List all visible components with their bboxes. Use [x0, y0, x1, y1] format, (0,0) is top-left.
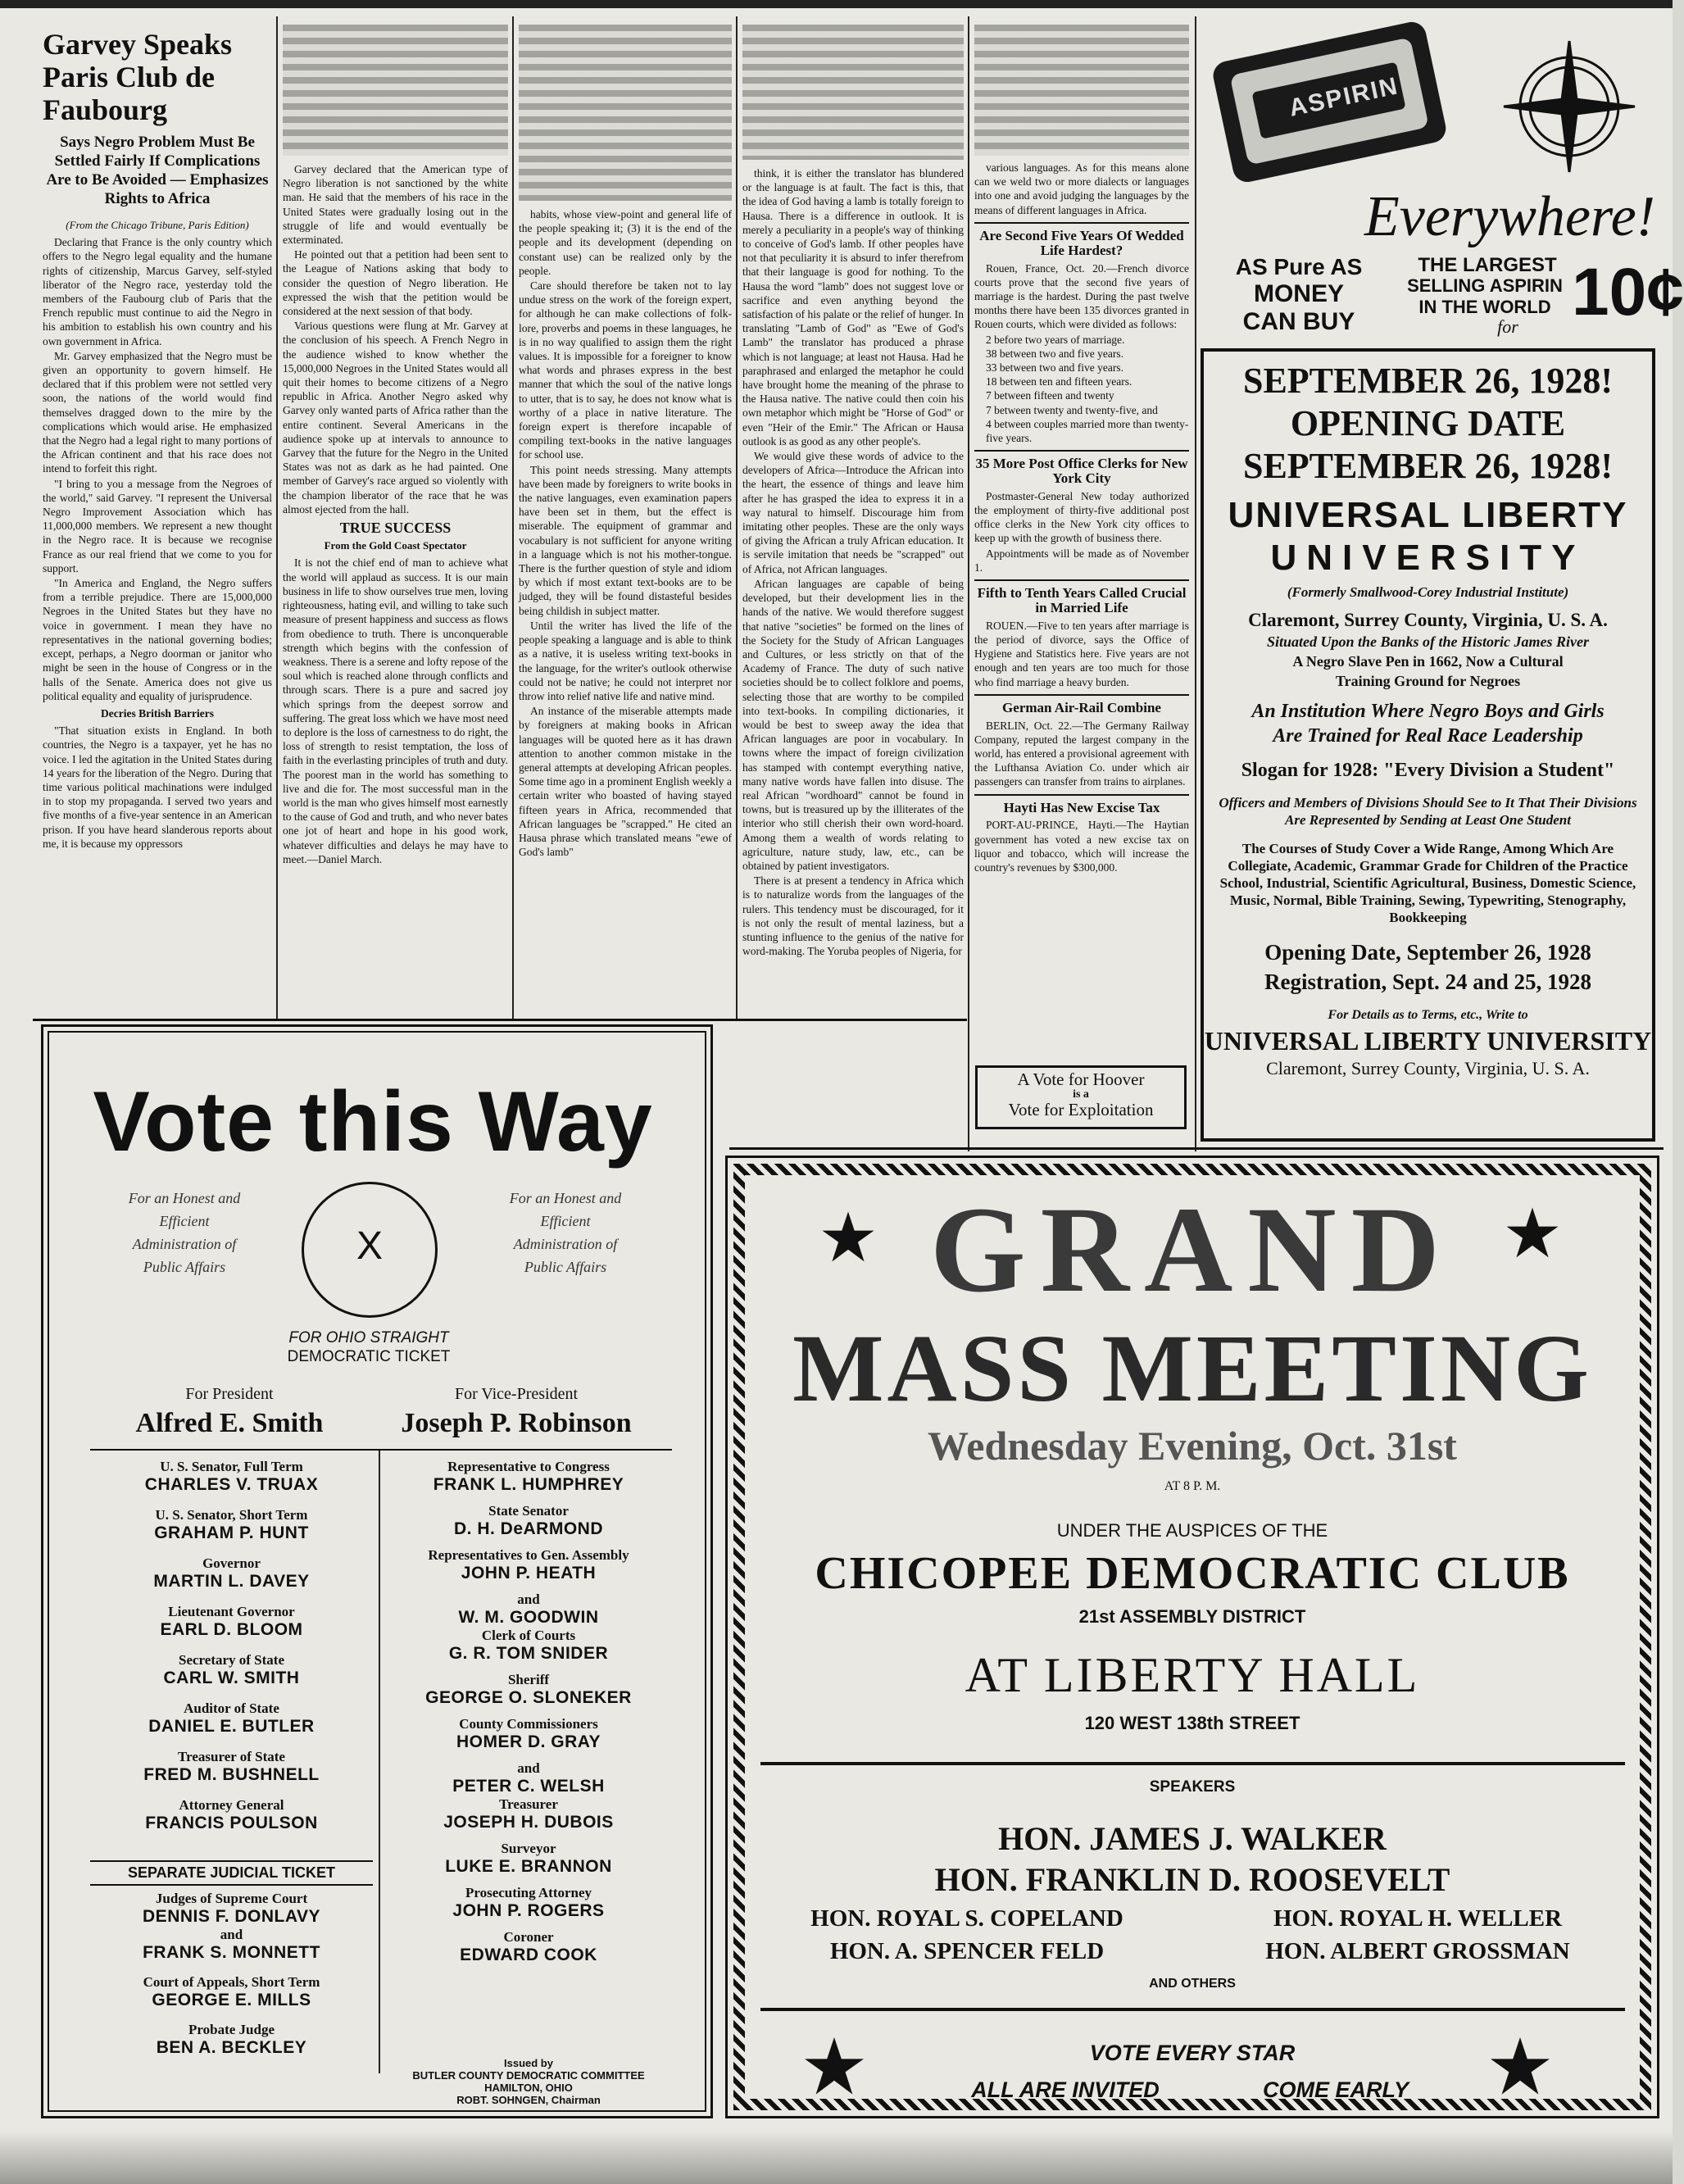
- office-label: Sheriff: [507, 1672, 550, 1687]
- paragraph: Appointments will be made as of November 1.: [974, 547, 1189, 574]
- office-label: Treasurer: [499, 1796, 558, 1812]
- office-label: Coroner: [503, 1929, 554, 1945]
- divorce-list-item: 7 between fifteen and twenty: [986, 389, 1114, 402]
- paragraph: It is not the chief end of man to achieve what the world will applaud as success. It is our main business in life to show ourselves true men, loving righteousness, hating evil, and willing to take such measure of present happiness and success as flows from obedience to truth. There is unconquerable strength which begins with the confession of weakness. There is a serene and lofty repose of the soul which is reached alone through conflicts and through scars. There is a pure and sacred joy which springs from the deepest sorrow and suffering. The great loss which we have most need to deplore is the loss of carnestness to do right, the loss of strength to resist temptation, the loss of faith in the everlasting principles of truth and duty. The poorest man in the world has something to live and die for. The most successful man in the world is the man who gives himself most earnestly to the cause of God and truth, and who never bates one jot of heart and hope in his good work, whatever difficulties and delays he may have to meet.—Daniel March.: [283, 556, 508, 865]
- candidate-block: [385, 1672, 672, 1708]
- ulu-date2: SEPTEMBER 26, 1928!: [1242, 446, 1614, 486]
- hoover-line2: is a: [1073, 1088, 1089, 1101]
- divorce-list-item: 18 between ten and fifteen years.: [986, 375, 1133, 388]
- candidate-block: [90, 1797, 373, 1833]
- speaker-3: HON. ROYAL S. COPELAND: [810, 1905, 1123, 1932]
- bottom-edge: [0, 2131, 1673, 2184]
- office-label: Auditor of State: [184, 1700, 279, 1716]
- ulu-situated: Situated Upon the Banks of the Historic James River: [1266, 633, 1590, 650]
- ballot-divider: [379, 1451, 380, 2073]
- candidate-block: [90, 1604, 373, 1640]
- paragraph: This point needs stressing. Many attempts have been made by foreigners to write books in the native languages, even examination papers have been set in them, but the effect is miserable. The equipment of grammar and vocabulary is not sufficient for anyone writing in a language which is not his mother-tongue. There is the further question of style and idiom by which if most extant text-books are to be judged, they will be found distasteful besides being childish in subject matter.: [519, 463, 732, 617]
- paragraph: "I bring to you a message from the Negroes of the world," said Garvey. "I represent the Universal Negro Improvement Association which has 11,000,000 members. We represent a new thought in the Negro race. It is because we recognise France as our real friend that we come to you for support.: [43, 477, 272, 574]
- headline-garvey: Garvey Speaks Paris Club de Faubourg: [43, 28, 233, 126]
- divorce-list-item: 2 before two years of marriage.: [986, 333, 1125, 346]
- candidate-block: [90, 1700, 373, 1737]
- headline-married-life: Fifth to Tenth Years Called Crucial in Married Life: [977, 585, 1187, 615]
- vp-name: Joseph P. Robinson: [401, 1408, 632, 1438]
- candidate-name: GRAHAM P. HUNT: [154, 1523, 309, 1542]
- candidate-name: FRANCIS POULSON: [145, 1814, 318, 1832]
- mass-meeting-title: MASS MEETING: [792, 1314, 1592, 1422]
- ballot-right-column: [385, 1459, 672, 1973]
- office-label: Probate Judge: [188, 2022, 275, 2037]
- headline-hayti: Hayti Has New Excise Tax: [1003, 799, 1160, 815]
- column-rule: [736, 16, 738, 1020]
- ulu-date1: SEPTEMBER 26, 1928!: [1242, 361, 1614, 401]
- source-gold-coast: From the Gold Coast Spectator: [324, 539, 467, 552]
- divider: [974, 794, 1189, 796]
- ulu-inner: [1204, 360, 1652, 1080]
- section-rule: [33, 1019, 967, 1021]
- column-rule: [276, 16, 278, 1020]
- price-text: 10¢: [1572, 255, 1684, 329]
- divorce-list-item: 4 between couples married more than twenty-five years.: [986, 417, 1189, 444]
- candidate-block: [385, 1547, 672, 1583]
- compass-rose-icon: [1504, 41, 1635, 172]
- hoover-line1: A Vote for Hoover: [1017, 1069, 1145, 1089]
- everywhere-text: Everywhere!: [1364, 185, 1655, 248]
- vp-label: For Vice-President: [454, 1385, 579, 1403]
- candidate-block: [90, 1459, 373, 1495]
- paragraph: Various questions were flung at Mr. Garvey at the conclusion of his speech. A French Negro in the audience wished to know whether the 15,000,000 Negroes in the United States would all quit their homes to become citizens of a Negro republic in Africa. Another Negro asked why Garvey only wanted parts of Africa rather than the entire continent. Several Americans in the audience spoke up at intervals to announce to Garvey that the future for the Negro in the United States was not as dark as he had painted. One member of Garvey's race argued so violently with the champion liberator of the race that he was almost ejected from the hall.: [283, 320, 508, 515]
- candidate-block: [385, 1841, 672, 1877]
- ulu-opening-date: Opening Date, September 26, 1928: [1264, 940, 1591, 965]
- column-rule: [1195, 16, 1196, 1151]
- club-name: CHICOPEE DEMOCRATIC CLUB: [815, 1548, 1570, 1599]
- candidate-name: JOHN P. ROGERS: [452, 1901, 605, 1920]
- candidate-name: EARL D. BLOOM: [160, 1620, 303, 1639]
- office-label: Judges of Supreme Court: [155, 1891, 308, 1906]
- judicial-heading: SEPARATE JUDICIAL TICKET: [90, 1860, 373, 1886]
- as-pure-as: AS Pure AS: [1235, 254, 1363, 279]
- ulu-footer-location: Claremont, Surrey County, Virginia, U. S. A.: [1266, 1058, 1590, 1078]
- candidate-block: [385, 1716, 672, 1752]
- candidate-block: [90, 1652, 373, 1688]
- candidate-name: HOMER D. GRAY: [456, 1732, 601, 1751]
- appeals-block: [90, 1974, 373, 2010]
- judicial-section: [90, 1860, 373, 2058]
- ad-rule: [760, 1762, 1625, 1765]
- candidate-block: [90, 1555, 373, 1591]
- subhead-barriers: Decries British Barriers: [101, 706, 214, 720]
- largest-text: THE LARGEST: [1418, 254, 1557, 276]
- candidate-name: JOSEPH H. DUBOIS: [443, 1813, 614, 1832]
- source-tribune: (From the Chicago Tribune, Paris Edition): [66, 219, 249, 231]
- office-label: Lieutenant Governor: [168, 1604, 295, 1619]
- aspirin-ad: [1205, 16, 1684, 344]
- candidate-name: FRANK S. MONNETT: [143, 1943, 320, 1962]
- for-text: for: [1497, 316, 1518, 337]
- paragraph: Declaring that France is the only country which offers to the Negro legal equality and the humane rights of citizenship, Marcus Garvey, self-styled liberator of the Negro race, yesterday told the members of the Faubourg club of Paris that the French republic must continue to aid the Negro in his ambition to establish his own country and his own government in Africa.: [43, 236, 272, 347]
- meeting-date: Wednesday Evening, Oct. 31st: [928, 1423, 1457, 1469]
- candidate-name: CHARLES V. TRUAX: [144, 1475, 319, 1494]
- top-rule: [0, 0, 1673, 8]
- candidate-name: CARL W. SMITH: [163, 1669, 300, 1687]
- office-label: Prosecuting Attorney: [465, 1885, 592, 1900]
- speaker-2: HON. FRANKLIN D. ROOSEVELT: [934, 1861, 1450, 1898]
- divorce-list-item: 7 between twenty and twenty-five, and: [986, 403, 1158, 416]
- right-affirmation: For an Honest and Efficient Administration of Public Affairs: [509, 1190, 622, 1275]
- headline-air-rail: German Air-Rail Combine: [1002, 699, 1161, 715]
- office-label: County Commissioners: [459, 1716, 598, 1732]
- candidate-block: [385, 1885, 672, 1921]
- liberty-hall: AT LIBERTY HALL: [965, 1648, 1420, 1702]
- candidate-name: DENNIS F. DONLAVY: [143, 1907, 320, 1926]
- candidate-block: [385, 1760, 672, 1796]
- paragraph: "In America and England, the Negro suffers from a terrible prejudice. There are 15,000,000 Negroes in the United States but they have no voice in government. I mean they have no representatives in the national governing bodies; except, perhaps, a Negro doorman or janitor who might be seen in the house of Congress or in the halls of the Senate. America does not give us political equality and equality of jurisprudence.: [43, 577, 272, 702]
- candidate-block: [385, 1796, 672, 1832]
- liberty-university-ad: [1201, 348, 1655, 1142]
- deck-garvey: Says Negro Problem Must Be Settled Fairly If Complications Are to Be Avoided — Emphasizes Rights to Africa: [46, 134, 269, 207]
- speakers-heading: SPEAKERS: [1149, 1778, 1236, 1796]
- grand-title: GRAND: [930, 1182, 1455, 1318]
- ulu-slogan: Slogan for 1928: "Every Division a Student": [1241, 760, 1615, 781]
- paragraph: Postmaster-General New today authorized the employment of thirty-five additional post office clerks in the New York city offices to keep up with the growth of business there.: [974, 489, 1189, 545]
- candidate-block: [385, 1503, 672, 1539]
- paragraph: He pointed out that a petition had been sent to the League of Nations asking that body to consider the question of Negro liberation. He expressed the wish that the petition would be considered at the next session of that body.: [283, 248, 508, 318]
- issued-line: HAMILTON, OHIO: [484, 2082, 573, 2094]
- paragraph: Garvey declared that the American type of Negro liberation is not sanctioned by the white man. He said that the members of his race in the United States were gradually losing out in the struggle of life and would eventually be exterminated.: [283, 163, 508, 247]
- paragraph: PORT-AU-PRINCE, Hayti.—The Haytian government has voted a new excise tax on liquor and tobacco, which will increase the country's revenues by $300,000.: [974, 819, 1189, 874]
- office-label: and: [517, 1760, 540, 1776]
- divider: [974, 222, 1189, 224]
- and-others: AND OTHERS: [1149, 1977, 1236, 1991]
- ulu-inst1: An Institution Where Negro Boys and Girls: [1251, 701, 1605, 722]
- divorce-list: [974, 333, 1189, 446]
- ballot-left-column: [90, 1459, 373, 1846]
- ulu-inst2: Are Trained for Real Race Leadership: [1273, 725, 1583, 747]
- candidate-name: GEORGE E. MILLS: [152, 1991, 311, 2009]
- and-label: and: [220, 1927, 243, 1942]
- aspirin-tin-label: ASPIRIN: [1287, 72, 1401, 122]
- ulu-footer-name: UNIVERSAL LIBERTY UNIVERSITY: [1204, 1026, 1652, 1056]
- illegible-print-area: [742, 25, 964, 160]
- candidate-name: EDWARD COOK: [460, 1946, 597, 1964]
- article-col3: [519, 25, 732, 1016]
- ulu-registration: Registration, Sept. 24 and 25, 1928: [1264, 969, 1591, 994]
- paragraph: habits, whose view-point and general life of the people speaking it; (3) it is the end of the people and its development (depending on constant use) can be realized only by the people.: [519, 208, 732, 277]
- paragraph: An instance of the miserable attempts made by foreigners at making books in African languages will be quoted here as it has drawn attention to another common mistake in the general attempts at developing African peoples. Some time ago in a prominent English weekly a certain writer who boasted of having stayed fifteen years in Africa, recommended that African languages be "scrapped." He cited an Hausa phrase which translated means "ewe of God's lamb": [519, 705, 732, 859]
- paragraph: BERLIN, Oct. 22.—The Germany Railway Company, reputed the largest company in the world, has entered a provisional agreement with the Lufthansa Aviation Co. under which air passengers can transfer from trains to airplanes.: [974, 719, 1189, 788]
- office-label: Governor: [202, 1555, 261, 1571]
- street-address: 120 WEST 138th STREET: [1084, 1713, 1300, 1733]
- candidate-block: [90, 1749, 373, 1785]
- paragraph: "That situation exists in England. In both countries, the Negro is a taxpayer, yet he has no voice. I led the agitation in the United States during 14 years for the liberation of the Negro. During that time various political machinations were indulged in to stop my propaganda. I served two years and five months of a five-year sentence in an American prison. If you have heard slanderous reports about me, it is because my oppressors: [43, 724, 272, 850]
- candidate-name: D. H. DeARMOND: [453, 1519, 603, 1538]
- speaker-1: HON. JAMES J. WALKER: [998, 1820, 1387, 1857]
- illegible-print-area: [519, 25, 732, 201]
- office-label: U. S. Senator, Short Term: [155, 1507, 308, 1523]
- can-buy-text: CAN BUY: [1242, 308, 1355, 335]
- divider: [974, 450, 1189, 452]
- probate-block: [90, 2022, 373, 2058]
- ballot-rule: [90, 1449, 672, 1451]
- paragraph: think, it is either the translator has blundered or the language is at fault. The fact is this, that the idea of God having a lamb is totally foreign to Hausa. There is a difference in outlook. It is merely a peculiarity in a people's way of thinking to conceive of God's lamb. If other peoples have not that peculiarity it is absurd to infer therefrom that their language is good for nothing. To the Hausa the word "lamb" does not suggest love or sacrifice and even anything beyond the satisfaction of his palate or the relief of hunger. In translating "Lamb of God" as "Ewe of God's Lamb" the translator has produced a phrase which is not language; at least not Hausa. Had he paraphrased and enlarged the metaphor he could have brought home the meaning of the phrase to the Hausa native. The native could then coin his own metaphor which might be "Horse of God" or even "Heir of the Emir." The African or Hausa outlook is as good as any other people's.: [742, 167, 964, 447]
- office-label: Representatives to Gen. Assembly: [428, 1547, 629, 1563]
- candidate-name: GEORGE O. SLONEKER: [425, 1688, 632, 1707]
- candidate-name: JOHN P. HEATH: [461, 1564, 597, 1582]
- speaker-5: HON. A. SPENCER FELD: [829, 1938, 1105, 1964]
- issued-line: ROBT. SOHNGEN, Chairman: [456, 2094, 601, 2106]
- divider: [974, 579, 1189, 581]
- divider: [974, 694, 1189, 696]
- paragraph: African languages are capable of being developed, but their development lies in the hands of the native. We would therefore suggest that native "societies" be formed on the lines of the Society for the Study of African Languages and Cultures, or less strictly on that of the Academy of France. The duty of such native societies should be to collect folklore and poems, selecting those that are worthy to be compiled into text-books. In compiling dictionaries, it would be best to sweep away the idea that African languages are poor in vocabulary. In towns where the impact of foreign civilization has stamped with contempt everything native, many native words have fallen into disuse. The real African "wordhoard" cannot be found in towns, but is treasured up by the illiterates of the interior who still cherish their own word-hoard. Among them a wealth of words relating to agriculture, nature study, law, etc., can be obtained by patient investigators.: [742, 577, 964, 872]
- office-label: State Senator: [488, 1503, 569, 1519]
- ballot-circle: [302, 1182, 438, 1318]
- paragraph: There is at present a tendency in Africa which is to naturalize words from the languages of the rulers. This tendency must be discouraged, for it is not only the result of mental laziness, but a stunting influence to the genius of the native for word-making. The Yoruba peoples of Nigeria, for: [742, 874, 964, 958]
- assembly-district: 21st ASSEMBLY DISTRICT: [1078, 1606, 1306, 1627]
- hoover-box: [975, 1065, 1187, 1129]
- ballot-x-mark: X: [356, 1224, 383, 1268]
- office-label: Surveyor: [501, 1841, 556, 1856]
- auspices: UNDER THE AUSPICES OF THE: [1056, 1520, 1328, 1541]
- ulu-formerly: (Formerly Smallwood-Corey Industrial Institute): [1287, 584, 1569, 600]
- candidate-name: DANIEL E. BUTLER: [148, 1717, 315, 1736]
- column-rule: [968, 16, 969, 1151]
- president-label: For President: [185, 1385, 274, 1403]
- hoover-line3: Vote for Exploitation: [1008, 1100, 1154, 1119]
- article-col4: [742, 25, 964, 1151]
- headline-post-office: 35 More Post Office Clerks for New York City: [975, 456, 1188, 486]
- article-garvey-col1: [43, 25, 272, 1016]
- president-name: Alfred E. Smith: [135, 1408, 324, 1438]
- candidate-name: LUKE E. BRANNON: [445, 1857, 612, 1876]
- candidate-block: [90, 1507, 373, 1543]
- ulu-courses: The Courses of Study Cover a Wide Range, Among Which Are Collegiate, Academic, Grammar Grade for Children of the Practice School, Industrial, Scientific Agricultural, Business, Domestic Science, Music, Normal, Bible Training, Sewing, Typewriting, Stenography, Bookkeeping: [1219, 841, 1636, 925]
- office-label: U. S. Senator, Full Term: [160, 1459, 303, 1474]
- paragraph: Until the writer has lived the life of the people speaking a language and is able to think as a native, it is useless writing text-books in the language, for the writer's outlook otherwise could not be native; he could not interpret nor throw into relief native life and native mind.: [519, 619, 732, 702]
- candidate-name: BEN A. BECKLEY: [156, 2038, 307, 2057]
- speaker-6: HON. ALBERT GROSSMAN: [1265, 1938, 1570, 1964]
- issued-line: Issued by: [504, 2057, 553, 2069]
- ulu-slave-pen: A Negro Slave Pen in 1662, Now a Cultural: [1292, 653, 1564, 670]
- headline-wedded-life: Are Second Five Years Of Wedded Life Hardest?: [979, 227, 1184, 258]
- vote-title: Vote this Way: [93, 1074, 653, 1169]
- paragraph: ROUEN.—Five to ten years after marriage is the period of divorce, says the Office of Hygiene and Statistics here. Five years are not enough and ten years are too much for those who find marriage a heavy burden.: [974, 619, 1189, 688]
- ulu-name2: UNIVERSITY: [1270, 538, 1586, 578]
- paragraph: various languages. As for this means alone can we weld two or more dialects or languages into one and avoid judging the languages by the means of different languages in Africa.: [974, 161, 1189, 216]
- candidate-name: FRED M. BUSHNELL: [143, 1765, 320, 1784]
- column-rule: [512, 16, 514, 1020]
- meeting-time: AT 8 P. M.: [1164, 1479, 1221, 1493]
- ticket-line2: DEMOCRATIC TICKET: [287, 1348, 451, 1365]
- ulu-location: Claremont, Surrey County, Virginia, U. S. A.: [1248, 610, 1608, 630]
- issued-by: [385, 2057, 672, 2106]
- ulu-officers: Officers and Members of Divisions Should See to It That Their Divisions Are Represented by Sending at Least One Student: [1219, 795, 1637, 828]
- ad-rule: [760, 2008, 1625, 2011]
- candidate-name: G. R. TOM SNIDER: [448, 1644, 609, 1663]
- money-text: MONEY: [1253, 280, 1344, 307]
- candidate-block: [385, 1459, 672, 1495]
- paragraph: Rouen, France, Oct. 20.—French divorce courts prove that the second five years of marriage is the hardest. During the past twelve months there have been 135 divorces granted in Rouen courts, which were divided as follows:: [974, 261, 1189, 331]
- supreme-court-block: [90, 1891, 373, 1963]
- paragraph: Mr. Garvey emphasized that the Negro must be given an opportunity to govern himself. He declared that if this problem were not settled very soon, the nations of the world would find themselves dragged down to the mire by the complications which would arise. He emphasized that the Negro had a legal right to many portions of the African continent and that his race does not intend to forfeit this right.: [43, 349, 272, 475]
- ulu-name1: UNIVERSAL LIBERTY: [1228, 495, 1628, 535]
- candidate-block: [385, 1628, 672, 1664]
- selling-text: SELLING ASPIRIN: [1407, 275, 1563, 296]
- ticket-line1: FOR OHIO STRAIGHT: [288, 1329, 449, 1346]
- left-affirmation: For an Honest and Efficient Administration of Public Affairs: [128, 1190, 241, 1275]
- vote-every-star: VOTE EVERY STAR: [1089, 2041, 1296, 2065]
- candidate-block: [385, 1591, 672, 1628]
- divorce-list-item: 33 between two and five years.: [986, 361, 1123, 374]
- ulu-training: Training Ground for Negroes: [1335, 673, 1521, 689]
- come-early: COME EARLY: [1262, 2077, 1409, 2102]
- office-label: Secretary of State: [178, 1652, 285, 1668]
- ulu-details: For Details as to Terms, etc., Write to: [1328, 1008, 1528, 1022]
- ulu-opening: OPENING DATE: [1290, 403, 1566, 443]
- candidate-name: PETER C. WELSH: [452, 1777, 605, 1796]
- illegible-print-area: [974, 25, 1189, 156]
- all-invited: ALL ARE INVITED: [971, 2077, 1160, 2102]
- paragraph: Care should therefore be taken not to lay undue stress on the work of the foreign expert, for although he can make collections of folk-lore, proverbs and poems in these languages, he is in no way qualified to assign them the right values. It is impossible for a foreigner to know what words and phrases express in the best manner that which the soul of the native longs to utter, that is to say, he does not know what is worthy of a place in native literature. The foreign expert is therefore incapable of compiling text-books in the native languages for school use.: [519, 279, 732, 461]
- section-rule: [729, 1147, 1664, 1150]
- office-label: Treasurer of State: [178, 1749, 285, 1764]
- news-briefs-col5: [974, 25, 1189, 1151]
- office-label: and: [517, 1591, 540, 1607]
- candidate-block: [385, 1929, 672, 1965]
- candidate-name: FRANK L. HUMPHREY: [433, 1475, 624, 1494]
- office-label: Attorney General: [179, 1797, 284, 1813]
- illegible-print-area: [283, 25, 508, 156]
- office-label: Court of Appeals, Short Term: [143, 1974, 320, 1990]
- office-label: Representative to Congress: [447, 1459, 610, 1474]
- office-label: Clerk of Courts: [481, 1628, 576, 1643]
- candidate-name: W. M. GOODWIN: [458, 1608, 599, 1627]
- candidate-name: MARTIN L. DAVEY: [153, 1572, 310, 1591]
- issued-line: BUTLER COUNTY DEMOCRATIC COMMITTEE: [412, 2069, 645, 2082]
- paragraph: We would give these words of advice to the developers of Africa—Introduce the African into the heart, the essence of things and leave him after he has grasped the idea to express it in a way natural to himself. Discourage him from imitating other peoples. These are the only ways of giving the African a truly African education. It is servile imitation that needs be "scrapped" out of Africa, not African languages.: [742, 450, 964, 575]
- speaker-4: HON. ROYAL H. WELLER: [1273, 1905, 1563, 1932]
- article-col2: [283, 25, 508, 1016]
- world-text: IN THE WORLD: [1418, 297, 1551, 317]
- divorce-list-item: 38 between two and five years.: [986, 347, 1123, 360]
- headline-true-success: TRUE SUCCESS: [339, 520, 452, 537]
